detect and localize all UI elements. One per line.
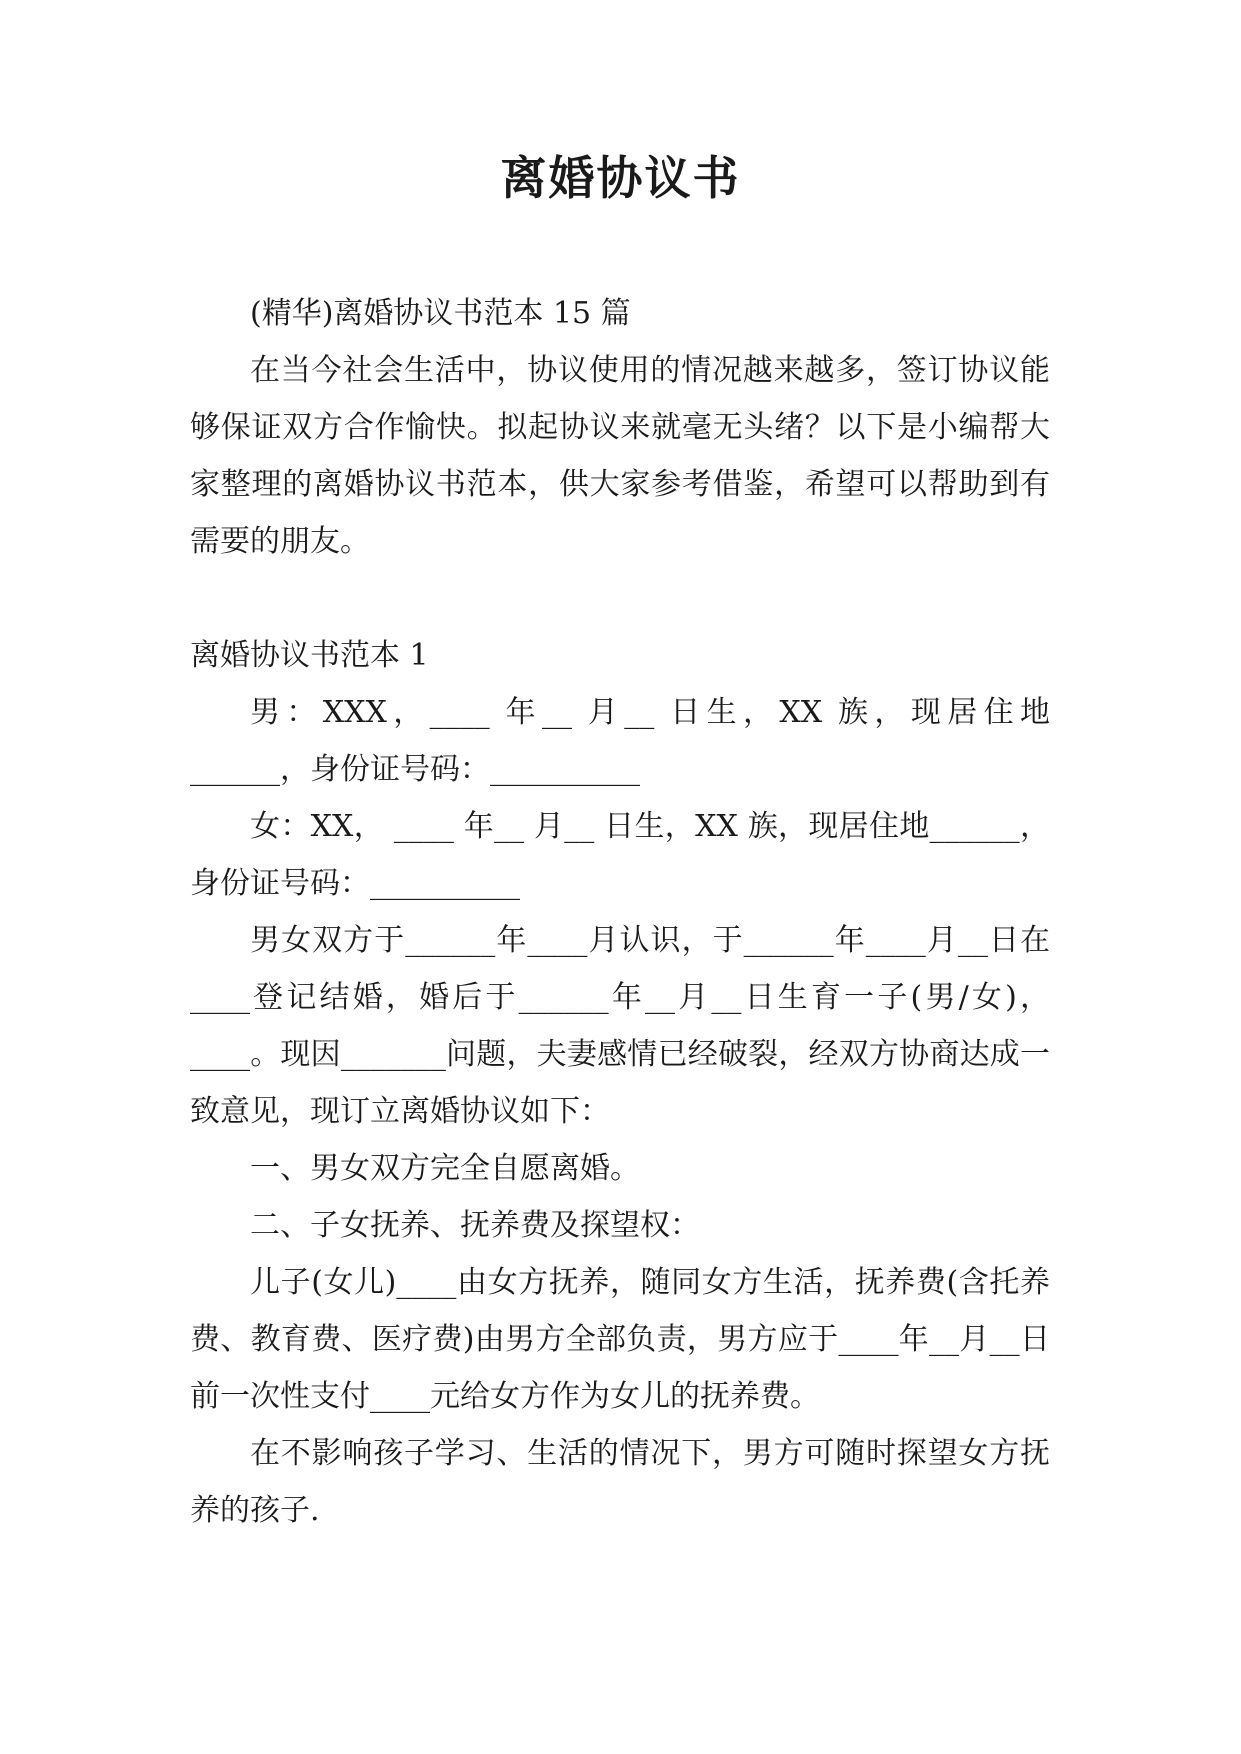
document-title: 离婚协议书 bbox=[500, 151, 741, 205]
paragraph-male-info: 男：XXX，____ 年__ 月__ 日生，XX 族，现居住地______，身份证号码：__________ bbox=[190, 695, 1050, 787]
clause-two: 二、子女抚养、抚养费及探望权： bbox=[250, 1208, 700, 1243]
section-heading: 离婚协议书范本 1 bbox=[190, 638, 429, 673]
clause-one: 一、男女双方完全自愿离婚。 bbox=[250, 1151, 640, 1186]
paragraph-marriage-history: 男女双方于______年____月认识，于______年____月__日在____登记结婚，婚后于______年__月__日生育一子(男/女)，____。现因_______问题，夫妻感情已经破裂，经双方协商达成一致意见，现订立离婚协议如下： bbox=[190, 923, 1050, 1129]
document-body bbox=[190, 285, 1050, 1539]
paragraph-gap bbox=[190, 570, 1050, 627]
paragraph-child-support: 儿子(女儿)____由女方抚养，随同女方生活，抚养费(含托养费、教育费、医疗费)由男方全部负责，男方应于____年__月__日前一次性支付____元给女方作为女儿的抚养费。 bbox=[190, 1265, 1050, 1414]
paragraph-visitation: 在不影响孩子学习、生活的情况下，男方可随时探望女方抚养的孩子. bbox=[190, 1436, 1050, 1528]
intro-paragraph: 在当今社会生活中，协议使用的情况越来越多，签订协议能够保证双方合作愉快。拟起协议来就毫无头绪？以下是小编帮大家整理的离婚协议书范本，供大家参考借鉴，希望可以帮助到有需要的朋友。 bbox=[190, 353, 1050, 559]
paragraph-female-info: 女：XX， ____ 年__ 月__ 日生，XX 族，现居住地______，身份证号码：__________ bbox=[190, 809, 1050, 901]
subtitle: (精华)离婚协议书范本 15 篇 bbox=[250, 296, 631, 331]
